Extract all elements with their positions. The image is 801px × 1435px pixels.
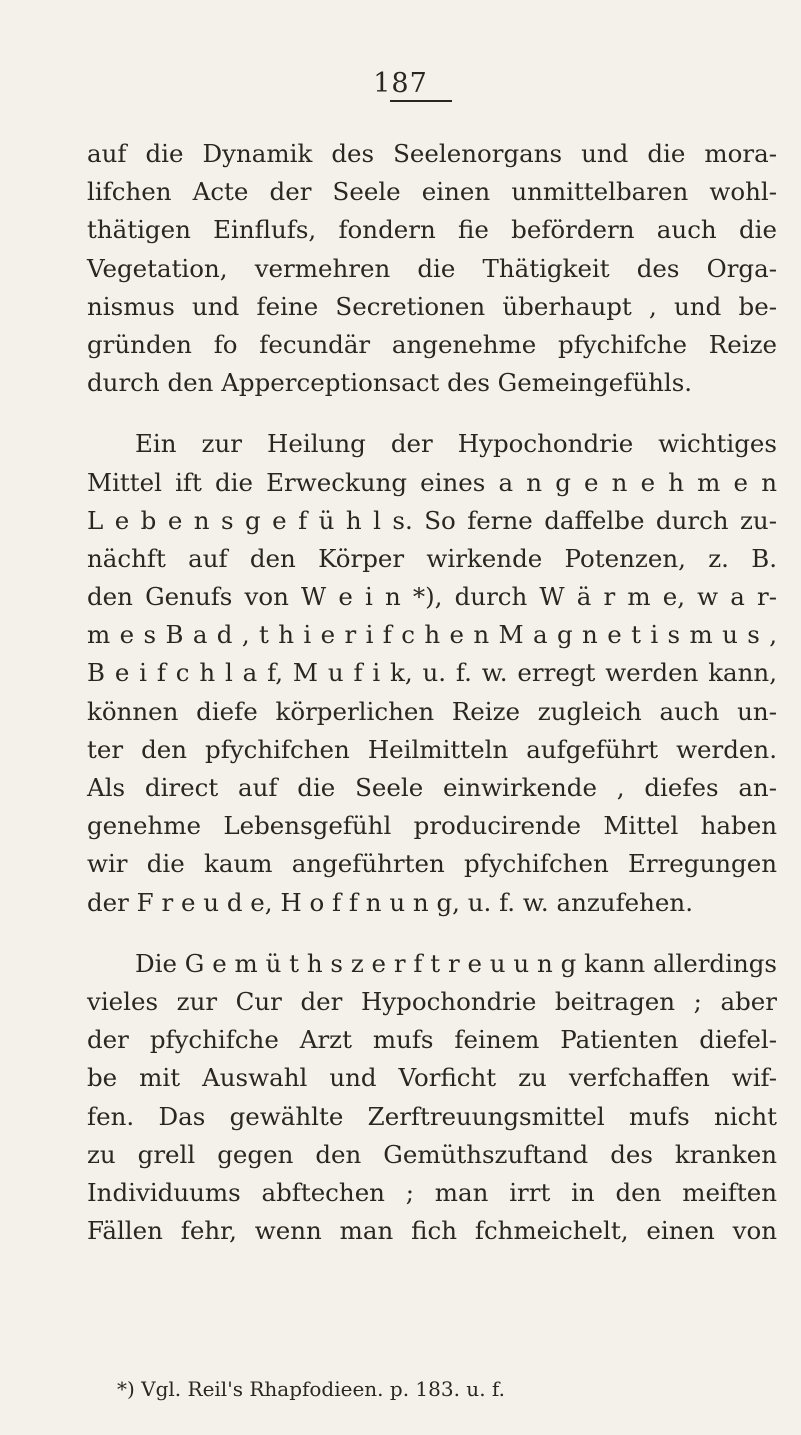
page-number: 187 (373, 68, 428, 99)
text-line: Mittel ift die Erweckung eines a n g e n e h m e n (87, 467, 777, 497)
text-line: be mit Auswahl und Vorficht zu verfchaffen wif- (87, 1063, 777, 1093)
text-line: können diefe körperlichen Reize zugleich auch un- (87, 696, 777, 726)
text-line: nismus und feine Secretionen überhaupt , und be- (87, 291, 777, 321)
text-line: Als direct auf die Seele einwirkende , diefes an- (87, 773, 777, 802)
body-text (87, 135, 777, 1250)
text-line: gründen fo fecundär angenehme pfychifche Reize (87, 329, 777, 359)
text-line: m e s B a d , t h i e r i f c h e n M a g n e t i s m u s , (87, 620, 777, 650)
text-line: der F r e u d e, H o f f n u n g, u. f. w. anzufehen. (87, 887, 693, 917)
text-line: L e b e n s g e f ü h l s. So ferne daffelbe durch zu- (87, 505, 777, 535)
text-line: Vegetation, vermehren die Thätigkeit des Orga- (87, 253, 777, 283)
text-line: der pfychifche Arzt mufs feinem Patienten diefel- (87, 1025, 777, 1055)
text-line: fen. Das gewählte Zerftreuungsmittel mufs nicht (87, 1101, 777, 1131)
paragraph-1 (87, 135, 777, 402)
paragraph-2 (87, 425, 777, 921)
footnote: *) Vgl. Reil's Rhapfodieen. p. 183. u. f. (117, 1377, 505, 1401)
text-line: vieles zur Cur der Hypochondrie beitragen ; aber (87, 986, 777, 1016)
text-line: Fällen fehr, wenn man fich fchmeichelt, einen von (87, 1216, 777, 1246)
page-number-rule (390, 100, 452, 102)
text-line: durch den Apperceptionsact des Gemeingefühls. (87, 368, 693, 398)
text-line: B e i f c h l a f, M u f i k, u. f. w. erregt werden kann, (87, 658, 777, 688)
text-line: genehme Lebensgefühl producirende Mittel haben (87, 811, 777, 841)
text-line: Individuums abftechen ; man irrt in den meiften (87, 1177, 777, 1207)
text-line: auf die Dynamik des Seelenorgans und die mora- (87, 139, 777, 168)
text-line: den Genufs von W e i n *), durch W ä r m e, w a r- (87, 582, 777, 612)
text-line: zu grell gegen den Gemüthszuftand des kranken (87, 1139, 777, 1169)
text-line: Die G e m ü t h s z e r f t r e u u n g kann allerdings (135, 948, 777, 978)
text-line: lifchen Acte der Seele einen unmittelbaren wohl- (87, 177, 777, 207)
text-line: nächft auf den Körper wirkende Potenzen, z. B. (87, 543, 777, 573)
text-line: Ein zur Heilung der Hypochondrie wichtiges (135, 429, 777, 459)
text-line: ter den pfychifchen Heilmitteln aufgeführt werden. (87, 734, 777, 764)
paragraph-3 (87, 945, 777, 1251)
text-line: wir die kaum angeführten pfychifchen Erregungen (87, 849, 777, 879)
text-line: thätigen Einflufs, fondern fie befördern auch die (87, 215, 777, 245)
